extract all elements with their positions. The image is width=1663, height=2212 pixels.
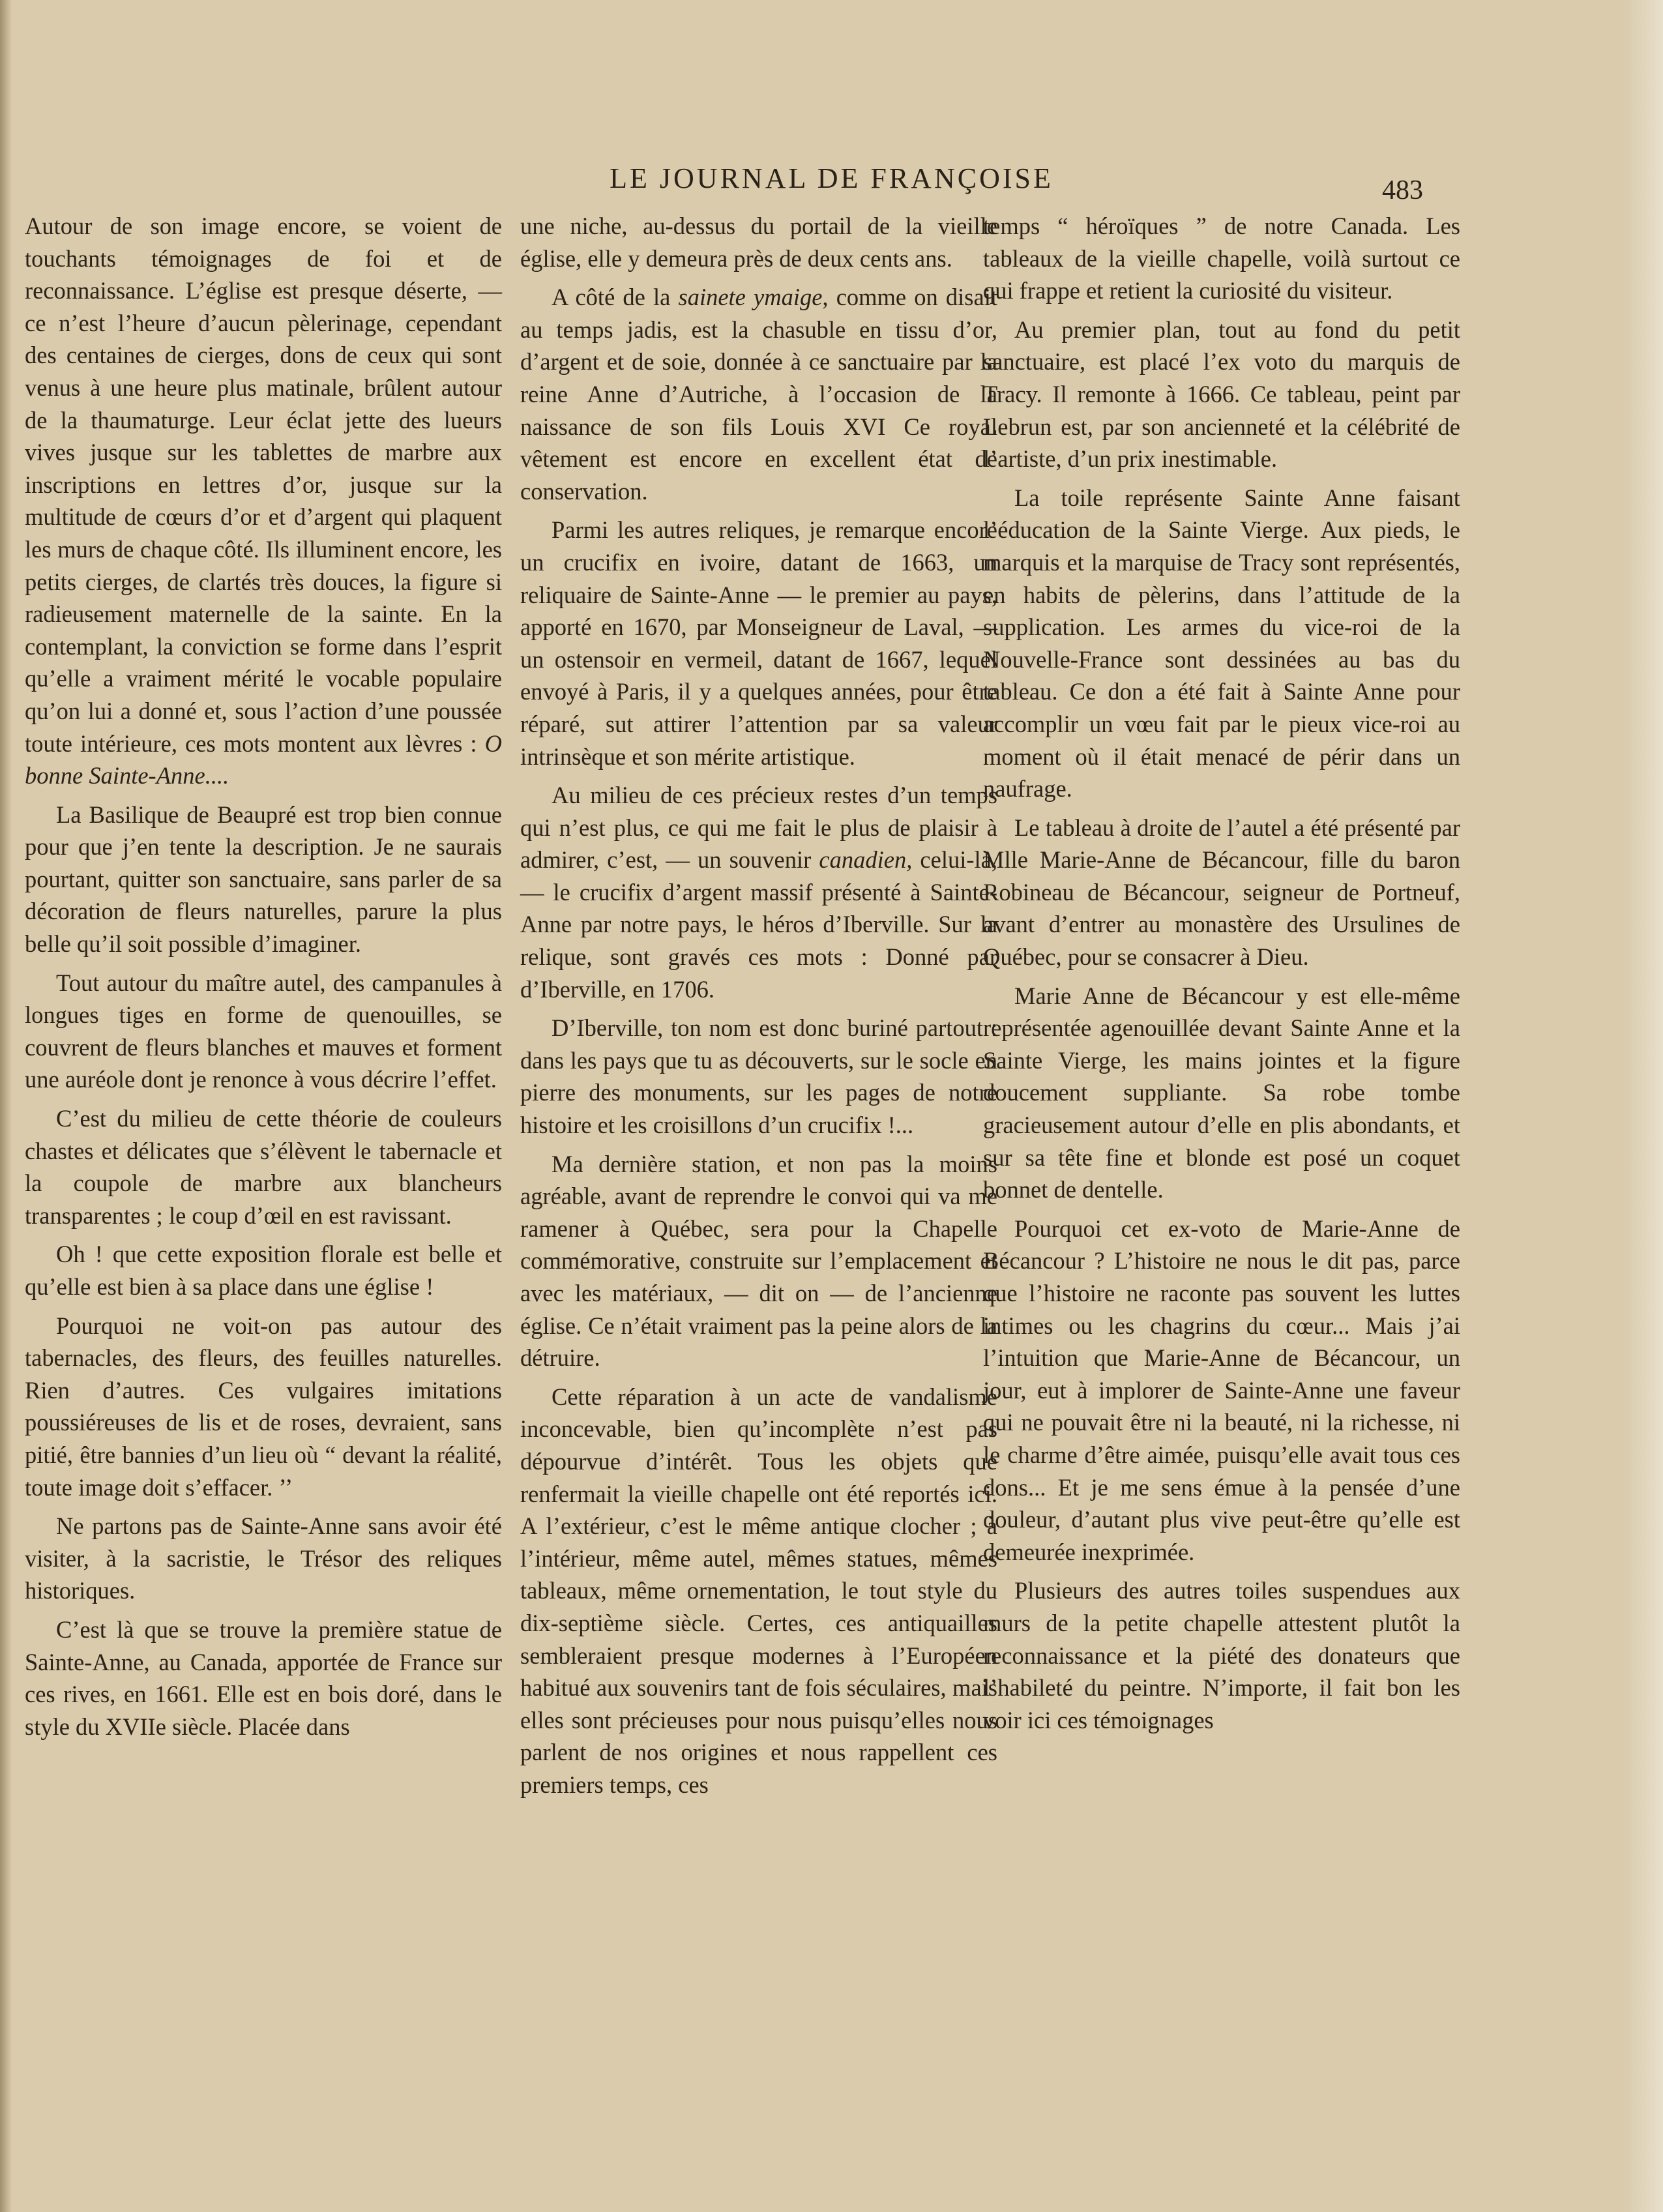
italic-text: canadien, xyxy=(819,846,913,874)
paragraph-text: C’est là que se trouve la première statue de Sainte-Anne, au Canada, apportée de France sur ces rives, en 1661. Elle est en bois doré, dans le style du XVIIe siècle. Placée dans xyxy=(25,1615,502,1740)
paragraph xyxy=(520,1012,997,1141)
paragraph xyxy=(520,779,997,1005)
paragraph-text: Ne partons pas de Sainte-Anne sans avoir été visiter, à la sacristie, le Trésor des reliques historiques. xyxy=(25,1512,502,1604)
text-column-1 xyxy=(25,210,502,2133)
paragraph xyxy=(25,967,502,1096)
paragraph xyxy=(25,210,502,792)
paragraph xyxy=(25,1614,502,1743)
paragraph xyxy=(25,1310,502,1504)
paragraph-text: Au milieu de ces précieux restes d’un temps qui n’est plus, ce qui me fait le plus de plaisir à admirer, c’est, — un souvenir xyxy=(520,782,997,874)
page-outer-edge xyxy=(1624,0,1663,2212)
paragraph-text: celui-là, — le crucifix d’argent massif présenté à Sainte-Anne par notre pays, le héros d’Iberville. Sur la relique, sont gravés ces mots : Donné par d’Iberville, en 1706. xyxy=(520,846,997,1003)
paragraph-text: Marie Anne de Bécancour y est elle-même représentée agenouillée devant Sainte Anne et la Sainte Vierge, les mains jointes et la figure doucement suppliante. Sa robe tombe gracieusement autour d’elle en plis abondants, et sur sa tête fine et blonde est posé un coquet bonnet de dentelle. xyxy=(983,982,1460,1203)
paragraph-text: comme on disait au temps jadis, est la chasuble en tissu d’or, d’argent et de soie, donnée à ce sanctuaire par la reine Anne d’Autriche, à l’occasion de la naissance de son fils Louis XVI Ce royal vêtement est encore en excellent état de conservation. xyxy=(520,284,997,505)
paragraph xyxy=(25,1510,502,1607)
paragraph xyxy=(520,514,997,773)
paragraph xyxy=(983,1574,1460,1736)
paragraph-text: A côté de la xyxy=(552,284,679,311)
paragraph xyxy=(983,1213,1460,1569)
italic-text: O bonne Sainte-Anne.... xyxy=(25,730,502,789)
paragraph xyxy=(983,314,1460,475)
paragraph xyxy=(983,482,1460,805)
paragraph xyxy=(25,1238,502,1303)
paragraph xyxy=(25,1102,502,1231)
paragraph-text: La toile représente Sainte Anne faisant l’éducation de la Sainte Vierge. Aux pieds, le marquis et la marquise de Tracy sont représentés, en habits de pèlerins, dans l’attitude de la supplication. Les armes du vice-roi de la Nouvelle-France sont dessinées au bas du tableau. Ce don a été fait à Sainte Anne pour accomplir un vœu fait par le pieux vice-roi au moment où il était menacé de périr dans un naufrage. xyxy=(983,484,1460,803)
paragraph-text: C’est du milieu de cette théorie de couleurs chastes et délicates que s’élèvent le tabernacle et la coupole de marbre aux blancheurs transparentes ; le coup d’œil en est ravissant. xyxy=(25,1105,502,1229)
text-column-3 xyxy=(983,210,1460,2133)
paragraph-text: D’Iberville, ton nom est donc buriné partout : dans les pays que tu as découverts, sur le socle en pierre des monuments, sur les pages de notre histoire et les croisillons d’un crucifix !... xyxy=(520,1014,997,1139)
paragraph xyxy=(25,799,502,960)
paragraph-text: temps “ héroïques ” de notre Canada. Les tableaux de la vieille chapelle, voilà surtout ce qui frappe et retient la curiosité du visiteur. xyxy=(983,213,1460,304)
text-column-2 xyxy=(520,210,997,2133)
running-header-title: LE JOURNAL DE FRANÇOISE xyxy=(610,162,1053,194)
paragraph-text: Pourquoi cet ex-voto de Marie-Anne de Bécancour ? L’histoire ne nous le dit pas, parce que l’histoire ne raconte pas souvent les luttes intimes ou les chagrins du cœur... Mais j’ai l’intuition que Marie-Anne de Bécancour, un jour, eut à implorer de Sainte-Anne une faveur qui ne pouvait être ni la beauté, ni la richesse, ni le charme d’être aimée, puisqu’elle avait tous ces dons... Et je me sens émue à la pensée d’une douleur, d’autant plus vive peut-être qu’elle est demeurée inexprimée. xyxy=(983,1215,1460,1565)
paragraph xyxy=(983,210,1460,307)
paragraph-text: Ma dernière station, et non pas la moins agréable, avant de reprendre le convoi qui va me ramener à Québec, sera pour la Chapelle commémorative, construite sur l’emplacement et avec les matériaux, — dit on — de l’ancienne église. Ce n’était vraiment pas la peine alors de la détruire. xyxy=(520,1150,997,1372)
page-binding-edge xyxy=(0,0,12,2212)
paragraph-text: Autour de son image encore, se voient de touchants témoignages de foi et de reconnaissance. L’église est presque déserte, — ce n’est l’heure d’aucun pèlerinage, cependant des centaines de cierges, dons de ceux qui sont venus à une heure plus matinale, brûlent autour de la thaumaturge. Leur éclat jette des lueurs vives jusque sur les tablettes de marbre aux inscriptions en lettres d’or, jusque sur la multitude de cœurs d’or et d’argent qui plaquent les murs de chaque côté. Ils illuminent encore, les petits cierges, de clartés très douces, la figure si radieusement maternelle de la sainte. En la contemplant, la conviction se forme dans l’esprit qu’elle a vraiment mérité le vocable populaire qu’on lui a donné et, sous l’action d’une poussée toute intérieure, ces mots montent aux lèvres : xyxy=(25,213,502,757)
paragraph xyxy=(983,980,1460,1206)
paragraph-text: Plusieurs des autres toiles suspendues aux murs de la petite chapelle attestent plutôt la reconnaissance et la piété des donateurs que l’habileté du peintre. N’importe, il fait bon les voir ici ces témoignages xyxy=(983,1577,1460,1733)
italic-text: sainete ymaige, xyxy=(678,284,829,311)
paragraph-text: Cette réparation à un acte de vandalisme inconcevable, bien qu’incomplète n’est pas dépourvue d’intérêt. Tous les objets que renfermait la vieille chapelle ont été reportés ici. A l’extérieur, c’est le même antique clocher ; à l’intérieur, même autel, mêmes statues, mêmes tableaux, même ornementation, le tout style du dix-septième siècle. Certes, ces antiquailles sembleraient presque modernes à l’Européen habitué aux souvenirs tant de fois séculaires, mais elles sont précieuses pour nous puisqu’elles nous parlent de nos origines et nous rappellent ces premiers temps, ces xyxy=(520,1383,997,1798)
paragraph xyxy=(520,1381,997,1801)
page-number: 483 xyxy=(1382,175,1423,205)
paragraph-text: Pourquoi ne voit-on pas autour des tabernacles, des fleurs, des feuilles naturelles. Rien d’autres. Ces vulgaires imitations poussiéreuses de lis et de roses, devraient, sans pitié, être bannies d’un lieu où “ devant la réalité, toute image doit s’effacer. ’’ xyxy=(25,1312,502,1501)
paragraph-text: une niche, au-dessus du portail de la vieille église, elle y demeura près de deux cents ans. xyxy=(520,213,997,272)
paragraph-text: Parmi les autres reliques, je remarque encore un crucifix en ivoire, datant de 1663, un reliquaire de Sainte-Anne — le premier au pays, apporté en 1670, par Monseigneur de Laval, — un ostensoir en vermeil, datant de 1667, lequel envoyé à Paris, il y a quelques années, pour être réparé, sut attirer l’attention par sa valeur intrinsèque et son mérite artistique. xyxy=(520,516,997,770)
paragraph xyxy=(520,281,997,507)
paragraph-text: Au premier plan, tout au fond du petit sanctuaire, est placé l’ex voto du marquis de Tracy. Il remonte à 1666. Ce tableau, peint par Lebrun est, par son ancienneté et la célébrité de l’artiste, d’un prix inestimable. xyxy=(983,316,1460,473)
paragraph xyxy=(520,1148,997,1374)
paragraph-text: Tout autour du maître autel, des campanules à longues tiges en forme de quenouilles, se couvrent de fleurs blanches et mauves et forment une auréole dont je renonce à vous décrire l’effet. xyxy=(25,969,502,1093)
paragraph-text: Oh ! que cette exposition florale est belle et qu’elle est bien à sa place dans une église ! xyxy=(25,1241,502,1300)
paragraph-text: Le tableau à droite de l’autel a été présenté par Mlle Marie-Anne de Bécancour, fille du baron Robineau de Bécancour, seigneur de Portneuf, avant d’entrer au monastère des Ursulines de Québec, pour se consacrer à Dieu. xyxy=(983,814,1460,971)
paragraph-text: La Basilique de Beaupré est trop bien connue pour que j’en tente la description. Je ne saurais pourtant, quitter son sanctuaire, sans parler de sa décoration de fleurs naturelles, parure la plus belle qu’il soit possible d’imaginer. xyxy=(25,801,502,958)
paragraph xyxy=(520,210,997,274)
paragraph xyxy=(983,812,1460,973)
